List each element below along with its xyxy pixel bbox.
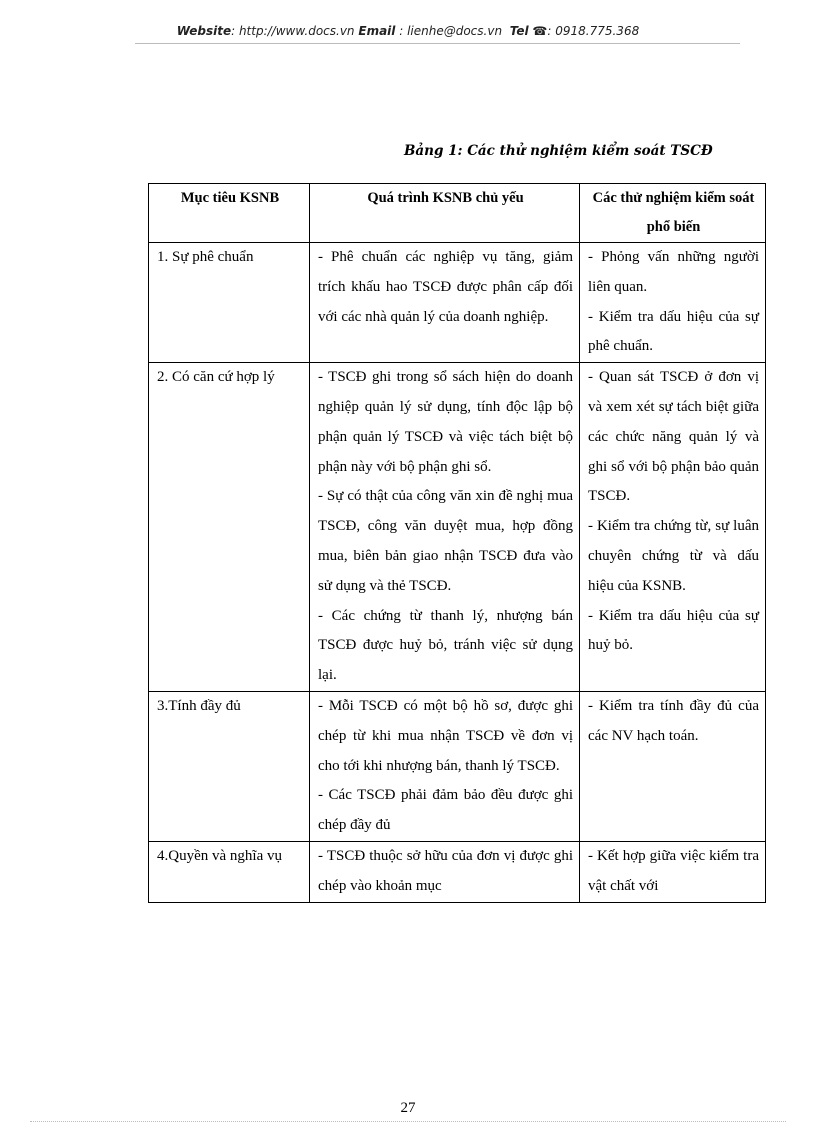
page-header (0, 24, 816, 38)
goal-cell (149, 841, 310, 902)
process-paragraph: - TSCĐ thuộc sở hữu của đơn vị được ghi chép vào khoản mục (318, 847, 573, 894)
table-header-row (149, 184, 766, 243)
tests-cell (580, 691, 766, 841)
table-caption: Bảng 1: Các thử nghiệm kiểm soát TSCĐ (404, 143, 713, 159)
goal-text: 1. Sự phê chuẩn (157, 249, 254, 265)
goal-cell (149, 363, 310, 692)
website-label: Website (176, 24, 232, 38)
process-paragraph: - Các TSCĐ phải đảm bảo đều được ghi chép đầy đủ (318, 787, 573, 834)
process-cell (310, 691, 580, 841)
process-cell (310, 243, 580, 363)
header-goal: Mục tiêu KSNB (149, 184, 310, 243)
tests-paragraph: - Phỏng vấn những người liên quan. (588, 249, 759, 295)
website-url: : http://www.docs.vn (231, 24, 355, 38)
tests-cell (580, 243, 766, 363)
goal-cell (149, 691, 310, 841)
page-number: 27 (400, 1100, 416, 1116)
goal-cell (149, 243, 310, 363)
phone-icon: ☎ (532, 24, 548, 38)
process-paragraph: - Sự có thật của công văn xin đề nghị mua TSCĐ, công văn duyệt mua, hợp đồng mua, biên bản giao nhận TSCĐ đưa vào sử dụng và thẻ TSCĐ. (318, 488, 573, 594)
tests-cell (580, 841, 766, 902)
process-paragraph: - Mỗi TSCĐ có một bộ hồ sơ, được ghi chép từ khi mua nhận TSCĐ về đơn vị cho tới khi nhượng bán, thanh lý TSCĐ. (318, 697, 573, 774)
process-cell (310, 363, 580, 692)
tests-paragraph: - Kiểm tra chứng từ, sự luân chuyên chứng từ và dấu hiệu của KSNB. (588, 518, 759, 594)
controls-table (148, 183, 766, 903)
table-row (149, 243, 766, 363)
tel-value: : 0918.775.368 (547, 24, 640, 38)
table-row (149, 363, 766, 692)
goal-text: 3.Tính đầy đủ (157, 697, 241, 714)
tests-cell (580, 363, 766, 692)
process-paragraph: - TSCĐ ghi trong sổ sách hiện do doanh nghiệp quản lý sử dụng, tính độc lập bộ phận quản lý TSCĐ và việc tách biệt bộ phận này với bộ phận ghi sổ. (318, 369, 573, 475)
email-value: : lienhe@docs.vn (395, 24, 503, 38)
header-process: Quá trình KSNB chủ yếu (310, 184, 580, 243)
tests-paragraph: - Kiểm tra dấu hiệu của sự phê chuẩn. (588, 308, 759, 355)
tests-paragraph: - Kết hợp giữa việc kiểm tra vật chất với (588, 847, 759, 894)
process-paragraph: - Phê chuẩn các nghiệp vụ tăng, giảm trích khấu hao TSCĐ được phân cấp đối với các nhà quản lý của doanh nghiệp. (318, 249, 573, 325)
process-cell (310, 841, 580, 902)
header-divider (135, 43, 740, 44)
header-tests: Các thử nghiệm kiểm soát phổ biến (580, 184, 766, 243)
table-row (149, 841, 766, 902)
email-label: Email (358, 24, 396, 38)
goal-text: 2. Có căn cứ hợp lý (157, 369, 275, 386)
tests-paragraph: - Kiểm tra dấu hiệu của sự huỷ bỏ. (588, 607, 759, 654)
tests-paragraph: - Kiểm tra tính đầy đủ của các NV hạch toán. (588, 697, 759, 744)
process-paragraph: - Các chứng từ thanh lý, nhượng bán TSCĐ được huỷ bỏ, tránh việc sử dụng lại. (318, 607, 573, 684)
goal-text: 4.Quyền và nghĩa vụ (157, 847, 282, 864)
tel-label: Tel (509, 24, 529, 38)
table-row (149, 691, 766, 841)
tests-paragraph: - Quan sát TSCĐ ở đơn vị và xem xét sự tách biệt giữa các chức năng quản lý và ghi sổ với bộ phận bảo quản TSCĐ. (588, 369, 759, 505)
footer-divider (30, 1121, 786, 1122)
